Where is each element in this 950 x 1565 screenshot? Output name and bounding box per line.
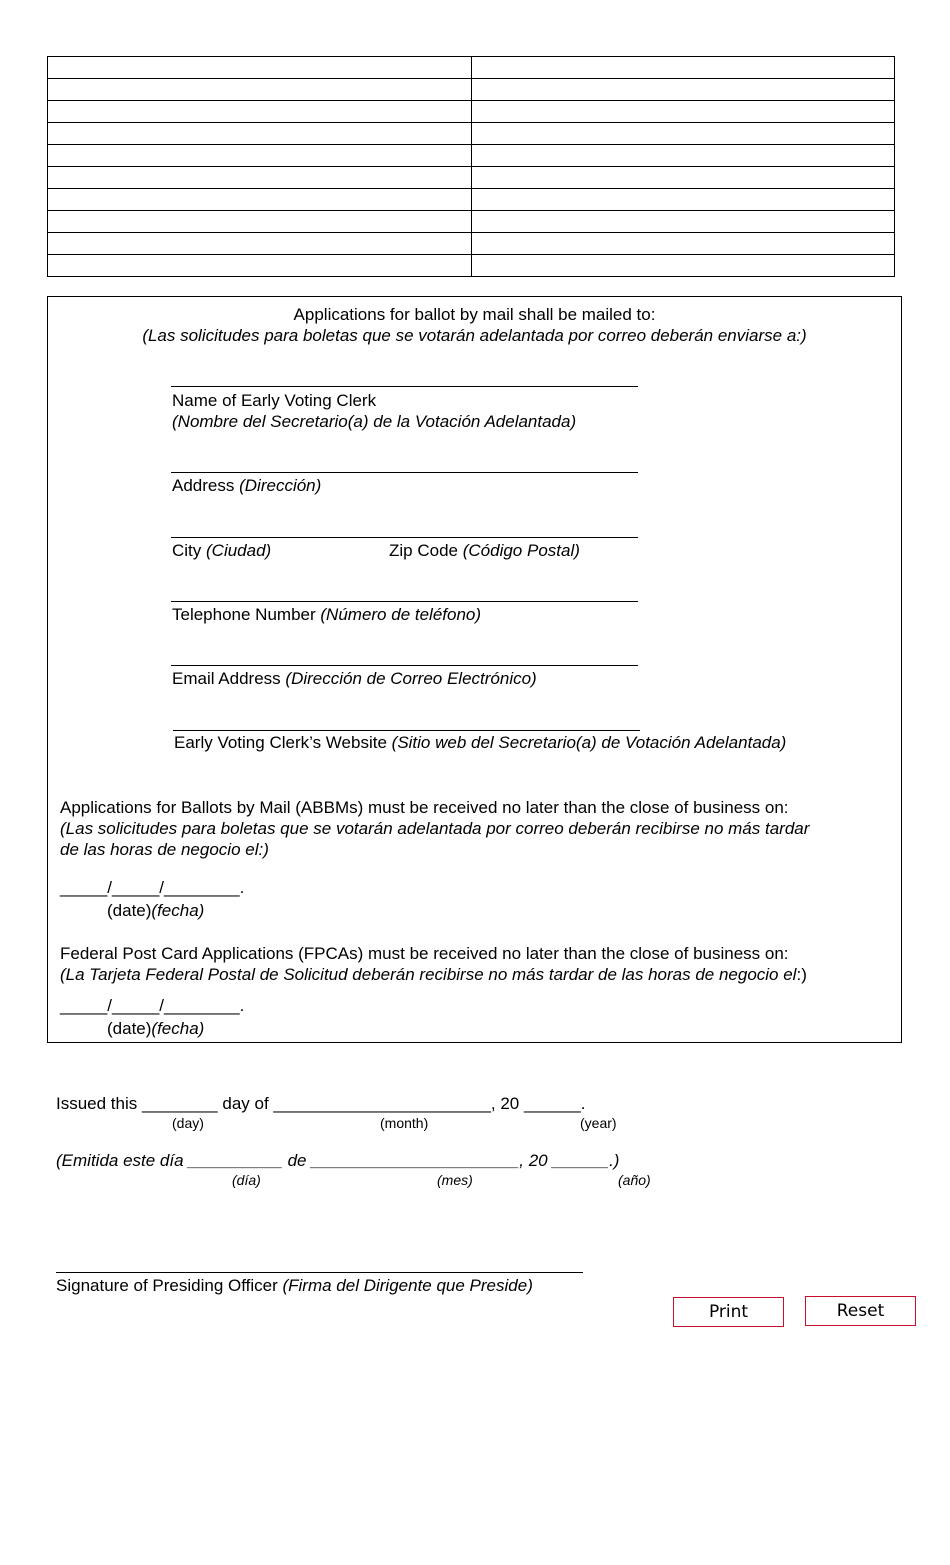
signature-label-es: (Firma del Dirigente que Preside) (282, 1276, 533, 1295)
issued-es-day-blank[interactable]: __________ (188, 1151, 283, 1170)
zip-label-es: (Código Postal) (462, 541, 580, 560)
table-cell[interactable] (48, 123, 472, 145)
zip-label-row (389, 541, 580, 561)
phone-label-row (172, 605, 481, 625)
abbm-date-blank[interactable]: _____/_____/________. (60, 878, 245, 897)
signature-line[interactable] (56, 1272, 583, 1273)
city-label-row (172, 541, 271, 561)
table-cell[interactable] (471, 167, 895, 189)
table-cell[interactable] (48, 79, 472, 101)
table-row (48, 189, 895, 211)
city-label: City (172, 541, 202, 560)
issued-day-of: day of (222, 1094, 269, 1113)
website-label-es: (Sitio web del Secretario(a) de Votación Adelantada) (391, 733, 787, 752)
clerk-name-label-es: (Nombre del Secretario(a) de la Votación Adelantada) (172, 412, 577, 431)
fpca-date-label-row (107, 1019, 204, 1039)
table-cell[interactable] (48, 255, 472, 277)
month-caption: (month) (380, 1115, 429, 1131)
issued-year-blank[interactable]: ______. (523, 1094, 586, 1113)
website-label-row (174, 733, 786, 753)
abbm-text-es-2: de las horas de negocio el:) (60, 840, 269, 859)
fpca-date-label: (date) (107, 1019, 152, 1038)
mailing-info-box (47, 296, 902, 1043)
address-line[interactable] (171, 472, 638, 473)
clerk-name-line[interactable] (171, 386, 638, 387)
table-cell[interactable] (471, 123, 895, 145)
mail-title: Applications for ballot by mail shall be mailed to: (293, 305, 656, 324)
address-label: Address (172, 476, 235, 495)
abbm-date-label-row (107, 901, 204, 921)
issued-es-year-blank[interactable]: ______.) (552, 1151, 620, 1170)
city-zip-line[interactable] (171, 537, 638, 538)
website-label: Early Voting Clerk’s Website (174, 733, 387, 752)
table-row (48, 101, 895, 123)
day-caption: (day) (172, 1115, 204, 1131)
table-cell[interactable] (471, 57, 895, 79)
abbm-date-label: (date) (107, 901, 152, 920)
table-cell[interactable] (48, 101, 472, 123)
table-cell[interactable] (471, 189, 895, 211)
city-label-es: (Ciudad) (206, 541, 272, 560)
issued-es-twenty: , 20 (519, 1151, 548, 1170)
issued-day-blank[interactable]: ________ (142, 1094, 218, 1113)
table-cell[interactable] (48, 233, 472, 255)
fpca-text-es: (La Tarjeta Federal Postal de Solicitud deberán recibirse no más tardar de las horas de negocio el (60, 965, 797, 984)
zip-label: Zip Code (389, 541, 458, 560)
issued-line (56, 1094, 585, 1114)
table-row (48, 167, 895, 189)
entry-table (47, 56, 895, 277)
email-line[interactable] (171, 665, 638, 666)
clerk-name-label: Name of Early Voting Clerk (172, 391, 377, 410)
fpca-text: Federal Post Card Applications (FPCAs) must be received no later than the close of business on: (60, 944, 789, 963)
fpca-date-label-es: (fecha) (151, 1019, 205, 1038)
table-cell[interactable] (48, 57, 472, 79)
issued-month-blank[interactable]: _______________________ (273, 1094, 491, 1113)
reset-button[interactable]: Reset (805, 1296, 916, 1326)
abbm-date-label-es: (fecha) (151, 901, 205, 920)
email-label-row (172, 669, 537, 689)
address-label-es: (Dirección) (239, 476, 322, 495)
signature-label: Signature of Presiding Officer (56, 1276, 278, 1295)
year-caption-es: (año) (618, 1172, 651, 1188)
table-cell[interactable] (471, 211, 895, 233)
issued-line-es (56, 1151, 619, 1171)
email-label-es: (Dirección de Correo Electrónico) (285, 669, 537, 688)
fpca-date-blank[interactable]: _____/_____/________. (60, 996, 245, 1015)
issued-es-month-blank[interactable]: ______________________ (311, 1151, 520, 1170)
issued-es-text: (Emitida este día (56, 1151, 184, 1170)
table-cell[interactable] (48, 145, 472, 167)
issued-es-de: de (287, 1151, 307, 1170)
table-cell[interactable] (471, 255, 895, 277)
abbm-text: Applications for Ballots by Mail (ABBMs) must be received no later than the close of business on: (60, 798, 789, 817)
table-row (48, 57, 895, 79)
table-cell[interactable] (471, 145, 895, 167)
table-cell[interactable] (48, 189, 472, 211)
table-cell[interactable] (48, 167, 472, 189)
table-cell[interactable] (471, 101, 895, 123)
issued-twenty: , 20 (490, 1094, 520, 1113)
table-cell[interactable] (471, 79, 895, 101)
table-row (48, 211, 895, 233)
abbm-text-es-1: (Las solicitudes para boletas que se votarán adelantada por correo deberán recibirse no más tardar (60, 819, 810, 838)
phone-label-es: (Número de teléfono) (320, 605, 482, 624)
print-button[interactable]: Print (673, 1297, 784, 1327)
issued-this: Issued this (56, 1094, 138, 1113)
table-row (48, 233, 895, 255)
table-cell[interactable] (471, 233, 895, 255)
table-row (48, 255, 895, 277)
table-cell[interactable] (48, 211, 472, 233)
phone-line[interactable] (171, 601, 638, 602)
table-row (48, 145, 895, 167)
mail-title-es: (Las solicitudes para boletas que se votarán adelantada por correo deberán enviarse a:) (142, 326, 807, 345)
month-caption-es: (mes) (437, 1172, 473, 1188)
year-caption: (year) (580, 1115, 617, 1131)
table-row (48, 123, 895, 145)
signature-label-row (56, 1276, 533, 1296)
fpca-text-es-end: :) (796, 965, 807, 984)
phone-label: Telephone Number (172, 605, 316, 624)
address-label-row (172, 476, 321, 496)
website-line[interactable] (173, 730, 640, 731)
day-caption-es: (día) (232, 1172, 261, 1188)
email-label: Email Address (172, 669, 281, 688)
table-row (48, 79, 895, 101)
fpca-text-es-row (60, 965, 807, 985)
